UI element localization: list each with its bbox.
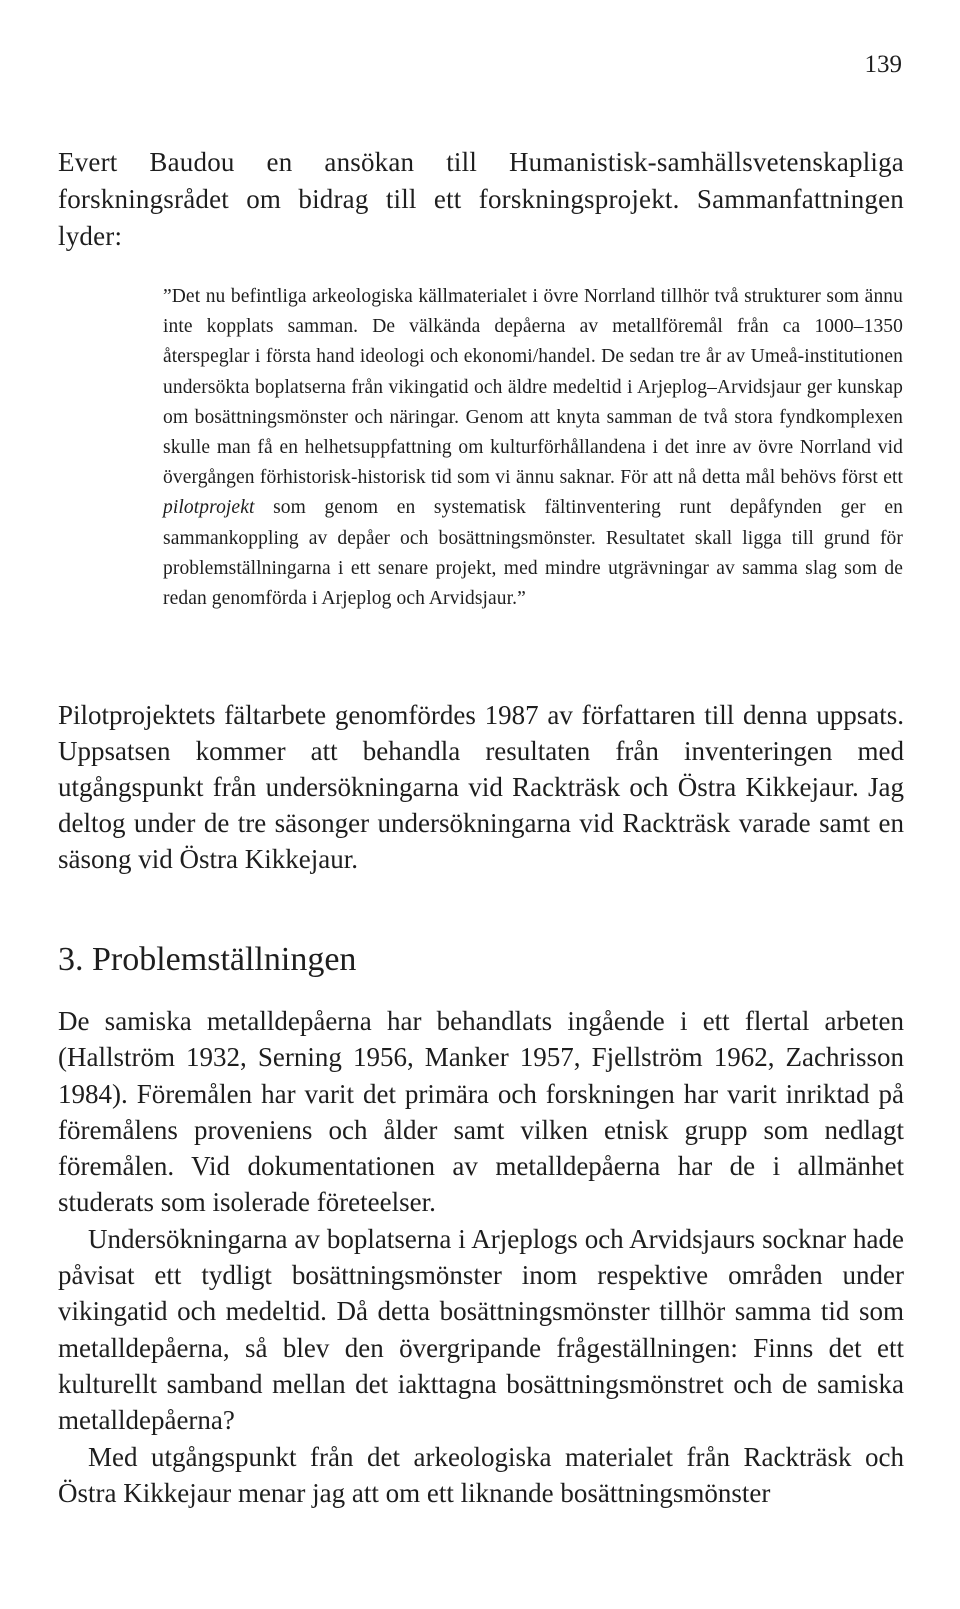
quote-text-before: ”Det nu befintliga arkeologiska källmaterialet i övre Norrland tillhör två strukturer som ännu inte kopplats samman. De välkända depåerna av metallföremål från ca 1000–1350 återspeglar i första hand ideologi och ekonomi/handel. De sedan tre år av Umeå-institutionen undersökta boplatserna från vikingatid och äldre medeltid i Arjeplog–Arvidsjaur ger kunskap om bosättningsmönster och näringar. Genom att knyta samman de två stora fyndkomplexen skulle man få en helhetsuppfattning om kulturförhållandena i det inre av övre Norrland vid övergången förhistorisk-historisk tid som vi ännu saknar. För att nå detta mål behövs först ett [163, 286, 903, 489]
section-body [58, 1003, 904, 1511]
pilot-paragraph: Pilotprojektets fältarbete genomfördes 1987 av författaren till denna uppsats. Uppsatsen kommer att behandla resultaten från inventeringen med utgångspunkt från undersökningarna vid Rackträsk och Östra Kikkejaur. Jag deltog under de tre säsonger undersökningarna vid Rackträsk varade samt en säsong vid Östra Kikkejaur. [58, 700, 904, 874]
block-quote [163, 282, 903, 614]
section-paragraph: De samiska metalldepåerna har behandlats ingående i ett flertal arbeten (Hallström 1932, Serning 1956, Manker 1957, Fjellström 1962, Zachrisson 1984). Föremålen har varit det primära och forskningen har varit inriktad på föremålens proveniens och ålder samt vilken etnisk grupp som nedlagt föremålen. Vid dokumentationen av metalldepåerna har de i allmänhet studerats som isolerade företeelser. [58, 1006, 904, 1218]
section-paragraph: Med utgångspunkt från det arkeologiska materialet från Rackträsk och Östra Kikkejaur menar jag att om ett liknande bosättningsmönster [58, 1441, 904, 1508]
section-heading: 3. Problemställningen [58, 941, 357, 978]
section-paragraph: Undersökningarna av boplatserna i Arjeplogs och Arvidsjaurs socknar hade påvisat ett tydligt bosättningsmönster inom respektive områden under vikingatid och medeltid. Då detta bosättningsmönster tillhör samma tid som metalldepåerna, så blev den övergripande frågeställningen: Finns det ett kulturellt samband mellan det iakttagna bosättningsmönstret och de samiska metalldepåerna? [58, 1223, 904, 1436]
quote-italic-term: pilotprojekt [163, 497, 255, 519]
quote-text-after: som genom en systematisk fältinventering runt depåfynden ger en sammankoppling av depåer och bosättningsmönster. Resultatet skall ligga till grund för problemställningarna i ett senare projekt, med mindre utgrävningar av samma slag som de redan genomförda i Arjeplog och Arvidsjaur.” [163, 497, 903, 610]
intro-paragraph: Evert Baudou en ansökan till Humanistisk-samhällsvetenskapliga forskningsrådet om bidrag till ett forskningsprojekt. Sammanfattningen lyder: [58, 147, 904, 251]
page-number: 139 [864, 51, 902, 78]
